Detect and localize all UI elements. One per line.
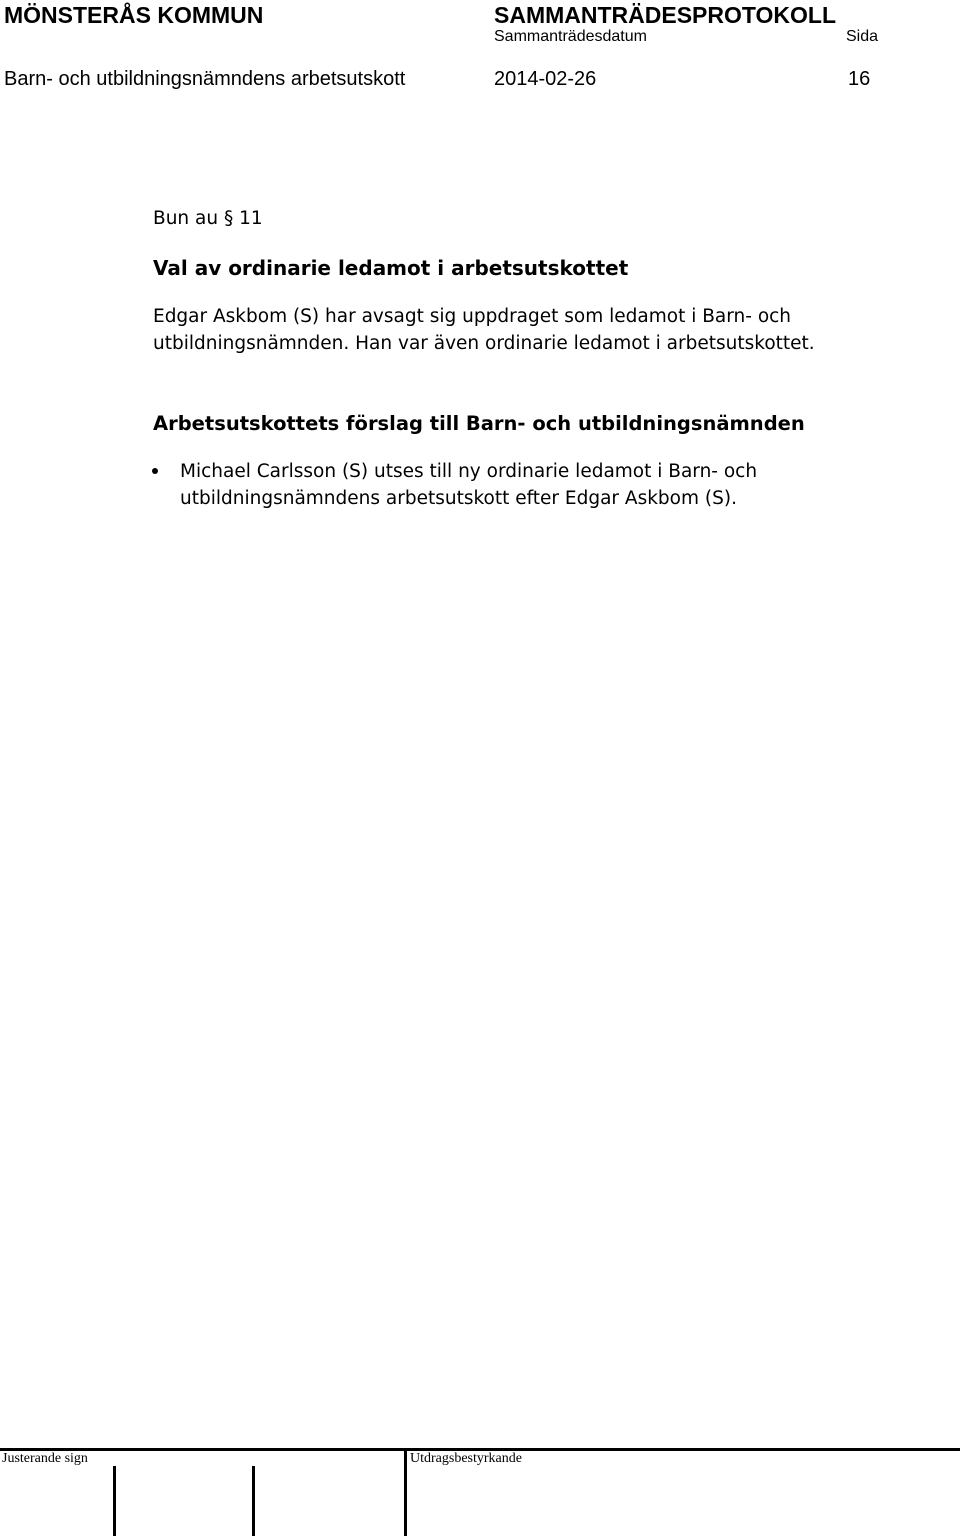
body-text-line-1: Edgar Askbom (S) har avsagt sig uppdraget som ledamot i Barn- och xyxy=(153,306,792,327)
page-number: 16 xyxy=(848,68,871,90)
page-label: Sida xyxy=(846,28,879,45)
footer-label-justerande: Justerande sign xyxy=(2,1451,88,1466)
signature-divider-2 xyxy=(252,1466,255,1536)
document-type: SAMMANTRÄDESPROTOKOLL xyxy=(494,2,837,28)
organization-name: MÖNSTERÅS KOMMUN xyxy=(4,2,264,28)
committee-name: Barn- och utbildningsnämndens arbetsutskott xyxy=(4,68,406,90)
signature-divider-3 xyxy=(404,1451,407,1536)
body-text-line-2: utbildningsnämnden. Han var även ordinarie ledamot i arbetsutskottet. xyxy=(153,333,815,354)
bullet-dot-icon xyxy=(152,468,158,474)
proposal-heading: Arbetsutskottets förslag till Barn- och utbildningsnämnden xyxy=(153,412,805,435)
signature-divider-1 xyxy=(113,1466,116,1536)
section-title: Val av ordinarie ledamot i arbetsutskottet xyxy=(153,256,629,280)
bullet-item-line-1: Michael Carlsson (S) utses till ny ordinarie ledamot i Barn- och xyxy=(180,461,758,482)
bullet-item-line-2: utbildningsnämndens arbetsutskott efter Edgar Askbom (S). xyxy=(180,488,737,509)
footer-label-utdrag: Utdragsbestyrkande xyxy=(410,1451,522,1466)
meeting-date: 2014-02-26 xyxy=(494,68,597,90)
date-label: Sammanträdesdatum xyxy=(494,28,647,45)
paragraph-reference: Bun au § 11 xyxy=(153,208,263,229)
